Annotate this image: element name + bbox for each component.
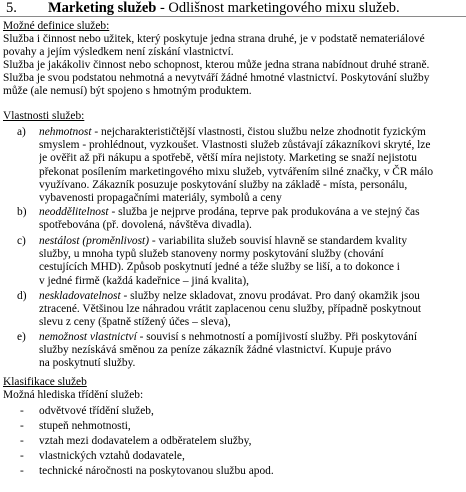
list-item-term: nehmotnost <box>39 126 92 138</box>
list-marker: c) <box>17 235 26 247</box>
list-item-neskladovatelnost: neskladovatelnost - služby nelze skladovat, znovu prodávat. Pro daný okamžik jsou ztracené. Většinou lze náhradou vrátit zaplacenou cenu služby, případně poskytnout slevu z ceny (špatně stížený účes – sleva), <box>39 290 422 329</box>
section-title <box>0 0 466 17</box>
list-marker: d) <box>17 290 27 302</box>
list-item-nestalost: nestálost (proměnlivost) - variabilita služeb souvisí hlavně se standardem kvality služby, u mnoha typů služeb stanoveny normy poskytování služby (chování cestujících MHD). Způsob poskytnutí jedné a téže služby se liší, a to dokonce i v jedné firmě (každá kadeřnice – jiná kvalita), <box>39 235 408 287</box>
definitions-heading: Možné definice služeb: <box>3 20 110 32</box>
list-marker: a) <box>17 126 26 138</box>
bullet-dash: - <box>20 450 24 462</box>
list-item-term: neoddělitelnost <box>39 206 109 218</box>
definition-line: může (ale nemusí) být spojeno s hmotným produktem. <box>3 85 252 97</box>
classification-item: stupeň nehmotnosti, <box>39 420 131 432</box>
title-underline-rule <box>0 16 466 17</box>
title-rest: - Odlišnost marketingového mixu služeb. <box>156 0 400 16</box>
classification-item: vlastnických vztahů dodavatele, <box>39 450 185 462</box>
classification-item: technické náročnosti na poskytovanou službu apod. <box>39 465 274 477</box>
list-item-term: neskladovatelnost <box>39 290 121 302</box>
classification-item: vztah mezi dodavatelem a odběratelem služby, <box>39 435 252 447</box>
bullet-dash: - <box>20 465 24 477</box>
bullet-dash: - <box>20 435 24 447</box>
bullet-dash: - <box>20 420 24 432</box>
list-item-term: nemožnost vlastnictví <box>39 331 137 343</box>
classification-heading: Klasifikace služeb <box>3 376 87 388</box>
title-bold: Marketing služeb <box>48 0 157 16</box>
properties-heading: Vlastnosti služeb: <box>3 110 85 122</box>
list-item-neoddelitelnost: neoddělitelnost - služba je nejprve prodána, teprve pak produkována a ve stejný čas spotřebována (př. dovolená, návštěva divadla). <box>39 206 420 232</box>
definition-line: Služba je jakákoliv činnost nebo schopnost, kterou může jedna strana nabídnout druhé straně. <box>3 59 430 71</box>
definition-line: povahy a jejím výsledkem není získání vlastnictví. <box>3 46 234 58</box>
list-item-term: nestálost (proměnlivost) <box>39 235 149 247</box>
list-item-nehmotnost: nehmotnost - nejcharakterističtější vlastnosti, čistou službu nelze zhodnotit fyzickým smyslem - prohlédnout, vyzkoušet. Vlastnosti služeb zůstávají zákazníkovi skryté, lze je ověřit až při nákupu a spotřebě, větší míra nejistoty. Marketing se snaží nejistotu překonat posílením marketingového mixu služeb, vytvářením silné značky, v ČR málo využívano. Zákazník posuzuje poskytování služby na základě - místa, personálu, vybavenosti propagačními materiály, symbolů a ceny <box>39 126 434 205</box>
bullet-dash: - <box>20 405 24 417</box>
classification-item: odvětvové třídění služeb, <box>39 405 154 417</box>
section-number: 5. <box>6 0 17 16</box>
definition-line: Služba je svou podstatou nehmotná a nevytváří žádné hmotné vlastnictví. Poskytování služby <box>3 72 430 84</box>
list-item-nemoznost-vlastnictvi: nemožnost vlastnictví - souvisí s nehmotností a pomíjivostí služby. Při poskytování služby nezískává směnou za peníze zákazník žádné vlastnictví. Kupuje právo na poskytnutí služby. <box>39 331 417 370</box>
classification-intro: Možná hlediska třídění služeb: <box>3 389 144 401</box>
definition-line: Služba i činnost nebo užitek, který poskytuje jedna strana druhé, je v podstatě nemateriálové <box>3 33 425 45</box>
list-marker: e) <box>17 331 26 343</box>
list-marker: b) <box>17 206 27 218</box>
